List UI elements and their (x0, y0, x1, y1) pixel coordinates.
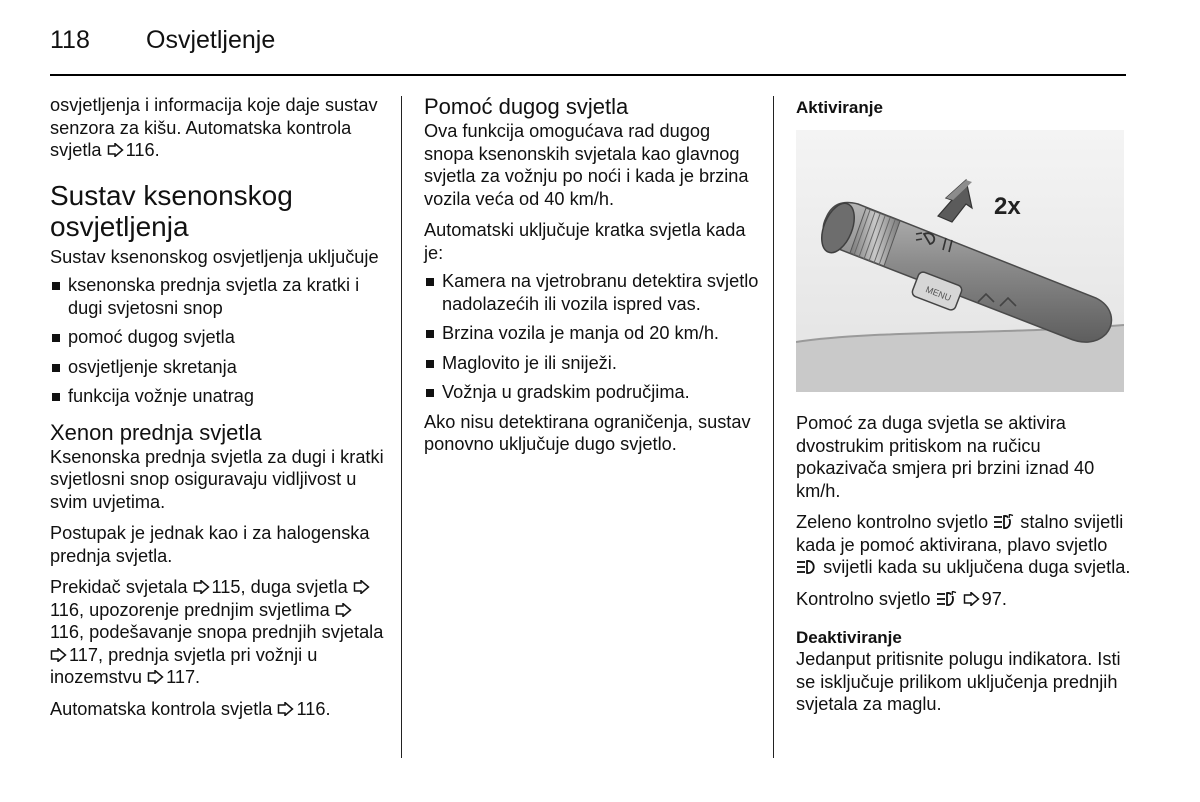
arrow-reference-icon (193, 580, 210, 594)
list-item: osvjetljenje skretanja (50, 356, 386, 379)
high-beam-assist-icon (993, 514, 1015, 530)
list-item: Brzina vozila je manja od 20 km/h. (424, 322, 760, 345)
deactivation-text: Jedanput pritisnite polugu indikatora. Isti se isključuje prilikom uključenja prednjih svjetala za maglu. (796, 649, 1121, 714)
auto-low-beam-text: Automatski uključuje kratka svjetla kada je: (424, 220, 746, 263)
column-middle (424, 94, 760, 465)
heading-high-beam-assist: Pomoć dugog svjetla (424, 94, 629, 119)
xenon-front-text: Ksenonska prednja svjetla za dugi i kratki svjetlosni snop osiguravaju vidljivost u svim uvjetima. (50, 446, 384, 512)
press-twice-label: 2x (994, 193, 1021, 220)
list-item: ksenonska prednja svjetla za kratki i dugi svjetosni snop (50, 274, 386, 319)
list-item: Vožnja u gradskim područjima. (424, 381, 760, 404)
arrow-reference-icon (50, 648, 67, 662)
high-beam-icon (796, 559, 818, 575)
xenon-system-list (50, 274, 386, 408)
column-divider-1 (401, 96, 402, 758)
heading-deactivation: Deaktiviranje (796, 628, 902, 647)
list-item: pomoć dugog svjetla (50, 326, 386, 349)
procedure-text: Postupak je jednak kao i za halogenska prednja svjetla. (50, 523, 370, 566)
column-divider-2 (773, 96, 774, 758)
turn-signal-stalk-image (796, 130, 1124, 392)
arrow-reference-icon (963, 592, 980, 606)
page-title: Osvjetljenje (146, 26, 276, 54)
arrow-reference-icon (277, 702, 294, 716)
arrow-reference-icon (353, 580, 370, 594)
auto-control-text: Automatska kontrola svjetla 116. (50, 698, 331, 719)
indicator-light-text: Zeleno kontrolno svjetlo stalno svijetli kada je pomoć aktivirana, plavo svjetlo svijetli kada su uključena duga svjetla. (796, 512, 1131, 577)
closing-text: Ako nisu detektirana ograničenja, sustav ponovno uključuje dugo svjetlo. (424, 411, 751, 454)
activation-text: Pomoć za duga svjetla se aktivira dvostrukim pritiskom na ručicu pokazivača smjera pri brzini iznad 40 km/h. (796, 413, 1095, 501)
column-right (796, 94, 1132, 725)
list-item: Kamera na vjetrobranu detektira svjetlo nadolazećih ili vozila ispred vas. (424, 270, 760, 315)
assist-text: Ova funkcija omogućava rad dugog snopa ksenonskih svjetala kao glavnog svjetla za vožnju po noći i kada je brzina vozila veća od 40 km/h. (424, 121, 749, 209)
header-divider (50, 74, 1126, 76)
arrow-reference-icon (147, 670, 164, 684)
intro-paragraph: osvjetljenja i informacija koje daje sustav senzora za kišu. Automatska kontrola svjetla 116. (50, 95, 378, 160)
arrow-reference-icon (335, 603, 352, 617)
heading-xenon-front: Xenon prednja svjetla (50, 419, 262, 445)
page-number: 118 (50, 26, 90, 54)
column-left (50, 94, 386, 729)
conditions-list (424, 270, 760, 404)
xenon-system-text: Sustav ksenonskog osvjetljenja uključuje (50, 246, 379, 267)
heading-activation: Aktiviranje (796, 98, 883, 117)
list-item: funkcija vožnje unatrag (50, 385, 386, 408)
menu-button-label: MENU (924, 284, 953, 304)
control-light-text: Kontrolno svjetlo 97. (796, 588, 1007, 609)
list-item: Maglovito je ili sniježi. (424, 352, 760, 375)
arrow-reference-icon (107, 143, 124, 157)
high-beam-assist-icon (936, 591, 958, 607)
heading-xenon-system: Sustav ksenonskog osvjetljenja (50, 179, 293, 242)
stalk-illustration (796, 130, 1124, 392)
cross-references: Prekidač svjetala 115, duga svjetla 116, upozorenje prednjim svjetlima 116, podešavanje snopa prednjih svjetala 117, prednja svjetla pri vožnji u inozemstvu 117. (50, 577, 384, 687)
